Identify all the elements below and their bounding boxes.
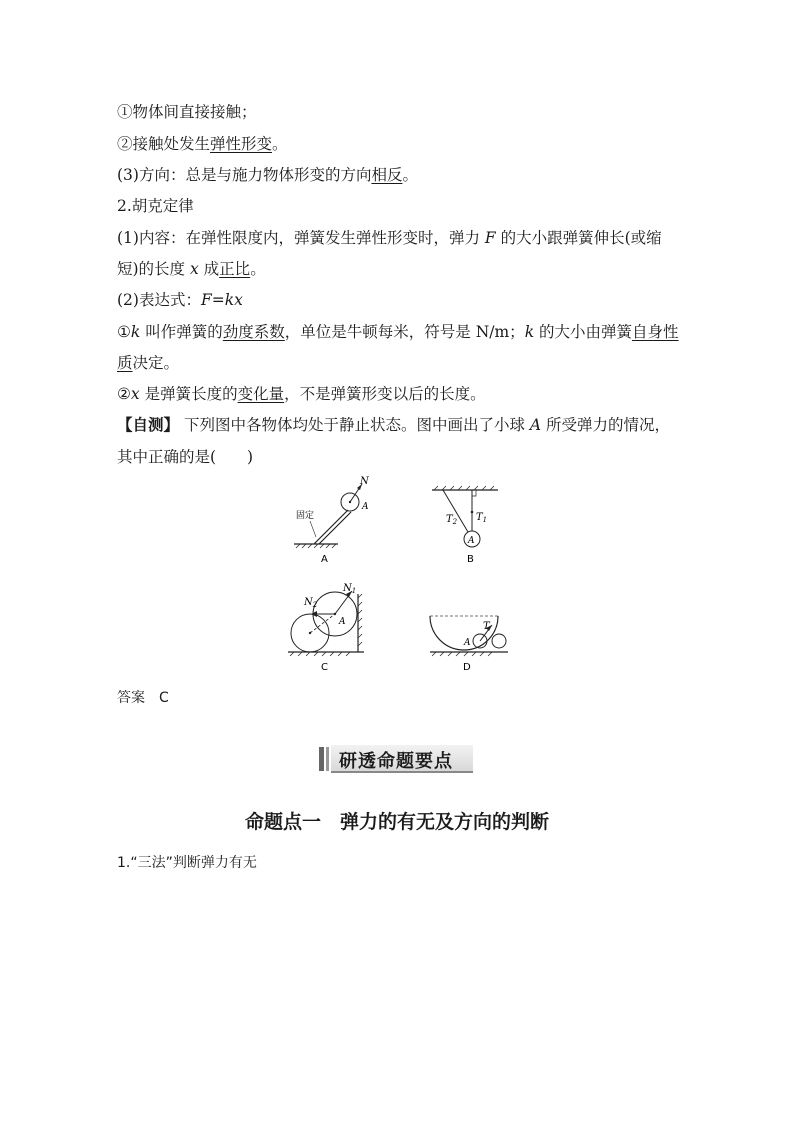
text: 短)的长度 <box>117 260 190 278</box>
answer-text: 答案 C <box>117 690 169 706</box>
caption-a: A <box>321 554 328 565</box>
answer-blank: 劲度系数 <box>222 323 285 341</box>
text: ②接触处发生 <box>117 135 211 153</box>
heading-hooke-law <box>117 195 194 217</box>
answer-blank: 正比 <box>219 260 251 278</box>
answer-blank: 相反 <box>371 166 403 184</box>
label-t2: $T_2$ <box>446 514 458 526</box>
variable: x <box>130 385 140 403</box>
text-line-8 <box>117 321 679 343</box>
label-n: N <box>360 476 369 487</box>
text: 。 <box>402 166 418 184</box>
answer-blank: 变化量 <box>237 385 285 403</box>
text: 2.胡克定律 <box>117 197 194 215</box>
text: 的大小由弹簧 <box>534 323 633 341</box>
text-line-6 <box>117 258 266 280</box>
text-line-2 <box>117 133 288 155</box>
label-ball-a: A <box>339 617 346 627</box>
answer-line <box>117 687 169 709</box>
variable: k <box>130 323 141 341</box>
text: 成 <box>198 260 220 278</box>
variable: A <box>529 416 542 434</box>
text: ，不是弹簧形变以后的长度。 <box>284 385 486 403</box>
section-title: 命题点一 弹力的有无及方向的判断 <box>244 811 549 833</box>
diagram-b <box>432 486 498 565</box>
text: ，单位是牛顿每米，符号是 N/m； <box>284 323 525 341</box>
answer-blank: 质 <box>117 354 133 372</box>
text: 1.“三法”判断弹力有无 <box>117 855 257 871</box>
question-line <box>117 446 253 468</box>
text: (1)内容：在弹性限度内，弹簧发生弹性形变时，弹力 <box>117 229 485 247</box>
answer-blank: 弹性形变 <box>210 135 273 153</box>
text-line-9 <box>117 352 179 374</box>
text: (3)方向：总是与施力物体形变的方向 <box>117 166 372 184</box>
text: 的大小跟弹簧伸长(或缩 <box>495 229 662 247</box>
caption-b: B <box>467 554 474 565</box>
answer-blank: 自身性 <box>632 323 679 341</box>
text: ①物体间直接接触； <box>117 103 257 121</box>
diagram-d <box>430 616 508 673</box>
text: 下列图中各物体均处于静止状态。图中画出了小球 <box>179 416 530 434</box>
formula: F=kx <box>200 291 243 309</box>
text: ② <box>117 385 131 403</box>
label-t1: $T_1$ <box>476 512 488 524</box>
label-n2: $N_2$ <box>304 597 318 609</box>
banner-bar <box>326 747 329 771</box>
text: 决定。 <box>132 354 180 372</box>
variable: x <box>189 260 199 278</box>
text: 所受弹力的情况， <box>541 416 671 434</box>
text-line-1 <box>117 101 257 123</box>
diagram-c <box>288 583 364 673</box>
text: 。 <box>272 135 288 153</box>
label-ball-a: A <box>468 536 475 546</box>
text: 。 <box>250 260 266 278</box>
label-ball-a: A <box>362 502 369 512</box>
text: 其中正确的是( ) <box>117 448 254 466</box>
label-n1: $N_1$ <box>343 583 357 595</box>
text: 叫作弹簧的 <box>140 323 223 341</box>
label-t: T <box>483 621 490 632</box>
text: ① <box>117 323 131 341</box>
section-banner <box>319 745 473 773</box>
caption-c: C <box>321 662 328 673</box>
text: 是弹簧长度的 <box>139 385 238 403</box>
text-line-3 <box>117 164 418 186</box>
variable: k <box>524 323 535 341</box>
text: (2)表达式： <box>117 291 201 309</box>
subsection-heading <box>117 852 257 874</box>
self-test-label: 【自测】 <box>117 415 180 434</box>
text-line-5 <box>117 227 662 249</box>
label-ball-a: A <box>464 638 471 648</box>
text-line-10 <box>117 383 486 405</box>
label-fixed: 固定 <box>296 511 315 521</box>
text-line-7 <box>117 289 243 311</box>
banner-text: 研透命题要点 <box>339 751 453 772</box>
diagram-a <box>294 476 370 565</box>
caption-d: D <box>463 662 471 673</box>
variable: F <box>484 229 496 247</box>
self-test-line <box>117 414 670 436</box>
banner-bar <box>319 747 324 771</box>
force-diagrams-figure <box>280 474 520 680</box>
